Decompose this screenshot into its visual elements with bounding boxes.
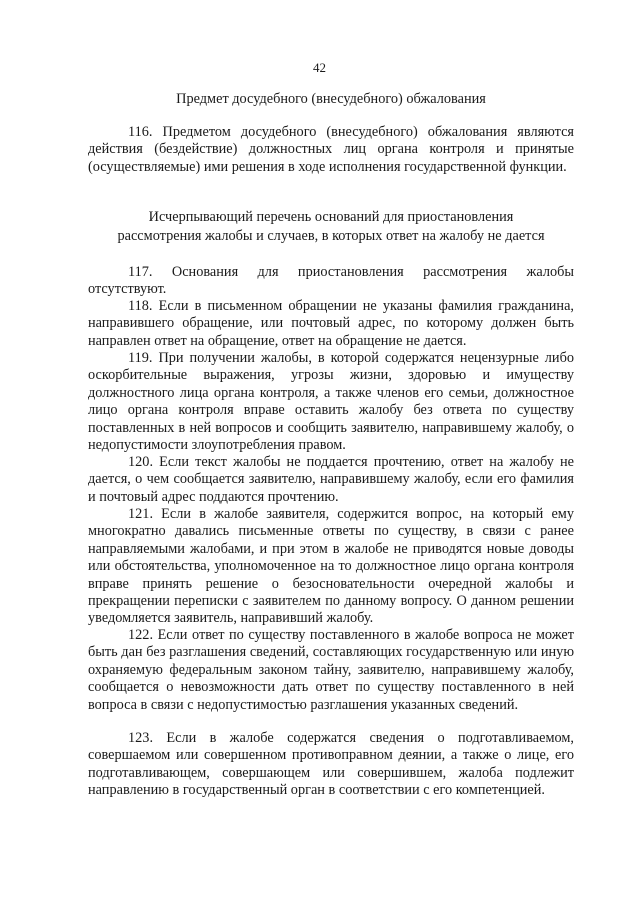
section-heading-suspension-grounds <box>88 208 574 246</box>
paragraph-116: 116. Предметом досудебного (внесудебного) обжалования являются действия (бездействие) должностных лиц органа контроля и принятые (осуществляемые) ими решения в ходе исполнения государственной функции. <box>88 124 574 175</box>
paragraph-121: 121. Если в жалобе заявителя, содержится вопрос, на который ему многократно давались письменные ответы по существу, в связи с ранее направляемыми жалобами, и при этом в жалобе не приводятся новые доводы или обстоятельства, уполномоченное на то должностное лицо органа контроля вправе принять решение о безосновательности очередной жалобы и прекращении переписки с заявителем по данному вопросу. О данном решении уведомляется заявитель, направивший жалобу. <box>88 506 574 627</box>
paragraph-118: 118. Если в письменном обращении не указаны фамилия гражданина, направившего обращение, или почтовый адрес, по которому должен быть направлен ответ на обращение, ответ на обращение не дается. <box>88 298 574 349</box>
paragraph-122: 122. Если ответ по существу поставленного в жалобе вопроса не может быть дан без разглашения сведений, составляющих государственную или иную охраняемую федеральным законом тайну, заявителю, направившему жалобу, сообщается о невозможности дать ответ по существу поставленного в ней вопроса в связи с недопустимостью разглашения указанных сведений. <box>88 627 574 713</box>
section-heading-appeal-subject: Предмет досудебного (внесудебного) обжалования <box>176 91 486 107</box>
paragraph-123: 123. Если в жалобе содержатся сведения о подготавливаемом, совершаемом или совершенном противоправном деянии, а также о лице, его подготавливающем, совершающем или совершившем, жалоба подлежит направлению в государственный орган в соответствии с его компетенцией. <box>88 730 574 799</box>
paragraph-117: 117. Основания для приостановления рассмотрения жалобы отсутствуют. <box>88 264 574 298</box>
section-heading-line-2: рассмотрения жалобы и случаев, в которых ответ на жалобу не дается <box>117 228 545 244</box>
paragraph-119: 119. При получении жалобы, в которой содержатся нецензурные либо оскорбительные выражения, угрозы жизни, здоровью и имуществу должностного лица органа контроля, а также членов его семьи, должностное лицо органа контроля вправе оставить жалобу без ответа по существу поставленных в ней вопросов и сообщить заявителю, направившему жалобу, о недопустимости злоупотребления правом. <box>88 350 574 454</box>
paragraph-120: 120. Если текст жалобы не поддается прочтению, ответ на жалобу не дается, о чем сообщается заявителю, направившему жалобу, если его фамилия и почтовый адрес поддаются прочтению. <box>88 454 574 505</box>
section-heading-line-1: Исчерпывающий перечень оснований для приостановления <box>148 209 514 225</box>
page-number: 42 <box>313 60 326 75</box>
